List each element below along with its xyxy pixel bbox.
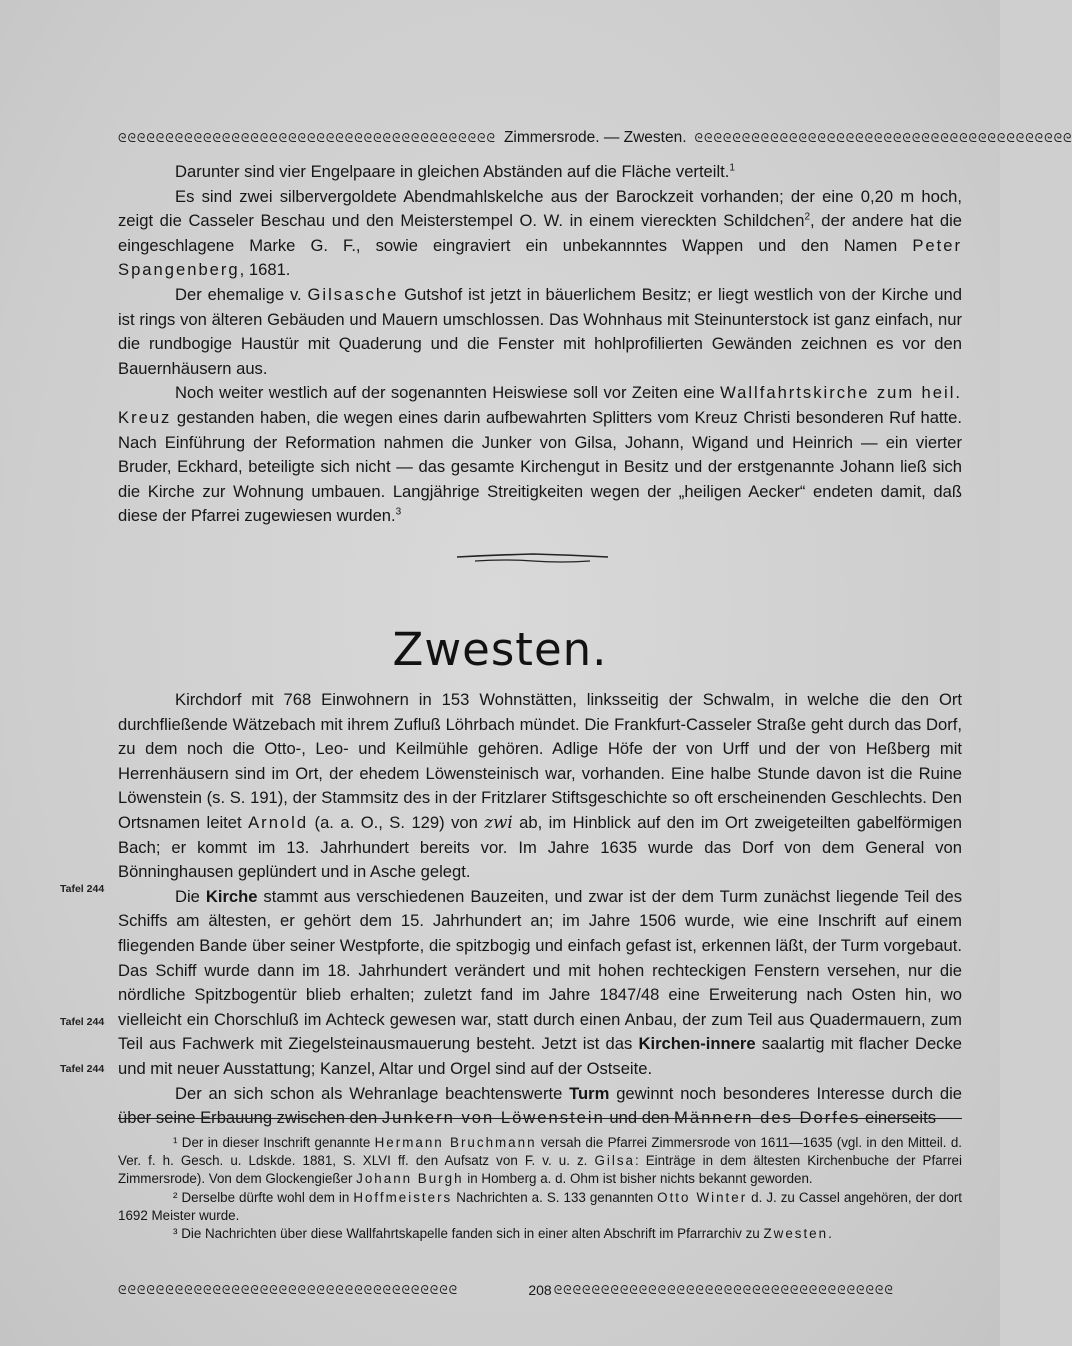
text-run: saalartig mit flacher Decke und mit neuer Ausstattung; Kanzel, Altar und Orgel sind auf der Ostseite.: [118, 1034, 962, 1078]
section-zimmersrode-text: [118, 160, 962, 529]
footnote-marker: 3: [395, 506, 402, 518]
footer-ornament-left: ᘓᘓᘓᘓᘓᘓᘓᘓᘓᘓᘓᘓᘓᘓᘓᘓᘓᘓᘓᘓᘓᘓᘓᘓᘓᘓᘓᘓᘓᘓᘓᘓᘓᘓᘓᘓ: [118, 1283, 459, 1297]
paragraph: [118, 185, 962, 283]
footnote-rule: [118, 1118, 962, 1119]
running-title: Zimmersrode. — Zwesten.: [503, 129, 687, 146]
margin-note-tafel: Tafel 244: [60, 1016, 105, 1028]
text-run: Nachrichten a. S. 133 genannten: [452, 1189, 658, 1205]
text-run: , der andere hat die eingeschlagene Marke G. F., sowie eingraviert ein unbekannntes Wappen und den Namen: [118, 211, 962, 255]
script-word: zwi: [484, 812, 513, 832]
margin-note-tafel: Tafel 244: [60, 1063, 105, 1075]
paragraph: [118, 381, 962, 529]
spaced-name: Junkern von Löwenstein: [381, 1108, 605, 1128]
spaced-name: Gilsasche: [307, 284, 399, 304]
section-title: Zwesten.: [392, 623, 608, 676]
text-run: Der an sich schon als Wehranlage beachtenswerte: [175, 1083, 570, 1103]
footer-ornament-right: ᘓᘓᘓᘓᘓᘓᘓᘓᘓᘓᘓᘓᘓᘓᘓᘓᘓᘓᘓᘓᘓᘓᘓᘓᘓᘓᘓᘓᘓᘓᘓᘓᘓᘓᘓᘓ: [553, 1283, 894, 1297]
text-run: Der ehemalige v.: [175, 284, 308, 304]
spaced-name: Hermann Bruchmann: [374, 1135, 537, 1150]
bold-term: Kirche: [205, 886, 258, 906]
paragraph: [118, 1082, 962, 1131]
text-run: gestanden haben, die wegen eines darin aufbewahrten Splitters vom Kreuz Christi besonderen Ruf hatte. Nach Einführung der Reformation nahmen die Junker von Gilsa, Johann, Wigand und Heinrich — ein vierter Bruder, Eckhard, beteiligte sich nicht — das gesamte Kirchengut in Besitz und der erstgenannte Johann ließ sich die Kirche zur Wohnung umbauen. Langjährige Streitigkeiten wegen der „heiligen Aecker“ endeten damit, daß diese der Pfarrei zugewiesen wurden.: [118, 407, 962, 526]
spaced-name: Otto Winter: [657, 1189, 748, 1205]
text-run: : Einträge in dem ältesten Kirchenbuche der Pfarrei Zimmersrode). Von dem Glockengießer: [118, 1153, 962, 1187]
margin-note-tafel: Tafel 244: [60, 883, 105, 895]
text-run: Es sind zwei silbervergoldete Abendmahlskelche aus der Barockzeit vorhanden; der eine 0,20 m hoch, zeigt die Casseler Beschau und den Meisterstempel O. W. in einem viereckten Schildchen: [118, 186, 962, 231]
page-footer: [118, 1280, 962, 1300]
text-run: einerseits: [860, 1108, 936, 1128]
spaced-name: Johann Burgh: [356, 1171, 464, 1187]
paragraph: [118, 688, 962, 885]
text-run: d. J. zu Cassel angehören, der dort 1692 Meister wurde.: [118, 1189, 962, 1223]
text-run: versah die Pfarrei Zimmersrode von 1611—1635 (vgl. in den Mitteil. d. Ver. f. h. Gesch. u. Ldskde. 1881, S. XLVI ff. den Aufsatz von F. v. u. z.: [118, 1135, 962, 1169]
spaced-name: Peter Spangenberg: [118, 235, 962, 280]
text-run: Gutshof ist jetzt in bäuerlichem Besitz; er liegt westlich von der Kirche und ist rings von älteren Gebäuden und Mauern umschlossen. Das Wohnhaus mit Steinunterstock ist ganz einfach, nur die rundbogige Haustür mit Quaderung und die Fenster mit hohlprofilierten Gewänden zeichnen es vor den Bauernhäusern aus.: [118, 284, 962, 378]
text-run: (a. a. O., S. 129) von: [308, 812, 485, 832]
spaced-name: Arnold: [248, 812, 309, 832]
text-run: Die: [175, 886, 206, 906]
spaced-name: Gilsa: [594, 1153, 635, 1169]
running-header: [118, 126, 1072, 150]
bold-term: Turm: [569, 1083, 610, 1103]
bold-term: Kirchen-innere: [638, 1034, 756, 1054]
footnote: [118, 1189, 962, 1225]
footnote: [118, 1134, 962, 1189]
text-run: Derselbe dürfte wohl dem in: [177, 1189, 354, 1205]
footnote: [118, 1225, 962, 1243]
text-run: Darunter sind vier Engelpaare in gleichen Abständen auf die Fläche verteilt.: [175, 162, 730, 181]
header-ornament-left: ᘓᘓᘓᘓᘓᘓᘓᘓᘓᘓᘓᘓᘓᘓᘓᘓᘓᘓᘓᘓᘓᘓᘓᘓᘓᘓᘓᘓᘓᘓᘓᘓᘓᘓᘓᘓᘓᘓᘓᘓ: [118, 131, 496, 145]
section-divider-ornament: [455, 546, 610, 570]
text-run: in Homberg a. d. Ohm ist bisher nichts bekannt geworden.: [463, 1171, 813, 1187]
footnote-marker: 1: [729, 162, 735, 174]
spaced-name: Wallfahrtskirche zum heil. Kreuz: [118, 383, 963, 427]
paragraph: [118, 283, 962, 381]
footnote-mark: ²: [173, 1189, 178, 1205]
spaced-name: Zwesten: [763, 1226, 829, 1242]
text-run: gewinnt noch besonderes Interesse durch die über seine Erbauung zwischen den: [118, 1083, 963, 1128]
paragraph: [118, 160, 962, 185]
text-run: .: [828, 1226, 832, 1242]
footnote-marker: 2: [804, 211, 810, 223]
section-zwesten-text: [118, 688, 962, 1131]
text-run: Der in dieser Inschrift genannte: [177, 1135, 375, 1150]
text-run: Kirchdorf mit 768 Einwohnern in 153 Wohnstätten, linksseitig der Schwalm, in welche die den Ort durchfließende Wätzebach mit ihrem Zufluß Löhrbach mündet. Die Frankfurt-Casseler Straße geht durch das Dorf, zu dem noch die Otto-, Leo- und Keilmühle gehören. Adlige Höfe der von Urff und der von Heßberg mit Herrenhäusern sind im Ort, der ehedem Löwensteinisch war, vorhanden. Eine halbe Stunde davon ist die Ruine Löwenstein (s. S. 191), der Stammsitz des in der Fritzlarer Stiftsgeschichte so oft erscheinenden Geschlechts. Den Ortsnamen leitet: [118, 690, 962, 832]
text-run: und den: [604, 1108, 675, 1128]
spaced-name: Männern des Dorfes: [674, 1108, 861, 1128]
text-run: Noch weiter westlich auf der sogenannten Heiswiese soll vor Zeiten eine: [175, 383, 721, 403]
footnote-mark: ³: [173, 1226, 178, 1242]
text-run: stammt aus verschiedenen Bauzeiten, und zwar ist der dem Turm zunächst liegende Teil des Schiffs am ältesten, er gehört dem 15. Jahrhundert an; im Jahre 1506 wurde, wie eine Inschrift auf einem fliegenden Bande über seiner Westpforte, die spitzbogig und einfach gefast ist, erkennen läßt, der Turm vorgebaut. Das Schiff wurde dann im 18. Jahrhundert verändert und mit hohen rechteckigen Fenstern versehen, nur die nördliche Spitzbogentür blieb erhalten; zuletzt fand im Jahre 1847/48 eine Erweiterung nach Osten hin, wo vielleicht ein Chorschluß im Achteck gewesen war, statt durch einen Anbau, der zum Teil aus Quadermauern, zum Teil aus Fachwerk mit Ziegelsteinausmauerung besteht. Jetzt ist das: [118, 886, 962, 1054]
header-ornament-right: ᘓᘓᘓᘓᘓᘓᘓᘓᘓᘓᘓᘓᘓᘓᘓᘓᘓᘓᘓᘓᘓᘓᘓᘓᘓᘓᘓᘓᘓᘓᘓᘓᘓᘓᘓᘓᘓᘓᘓᘓ: [694, 131, 1072, 145]
footnote-mark: ¹: [173, 1135, 178, 1150]
text-run: ab, im Hinblick auf den im Ort zweigeteilten gabelförmigen Bach; er kommt im 13. Jahrhundert bereits vor. Im Jahre 1635 wurde das Dorf von dem General von Bönninghausen geplündert und in Asche gelegt.: [118, 812, 962, 882]
paragraph: [118, 885, 962, 1082]
spaced-name: Hoffmeisters: [353, 1189, 453, 1205]
text-run: Die Nachrichten über diese Wallfahrtskapelle fanden sich in einer alten Abschrift im Pfarrarchiv zu: [177, 1226, 764, 1242]
page-number: 208: [528, 1282, 552, 1298]
footnotes: [118, 1134, 962, 1243]
text-run: , 1681.: [239, 260, 291, 280]
